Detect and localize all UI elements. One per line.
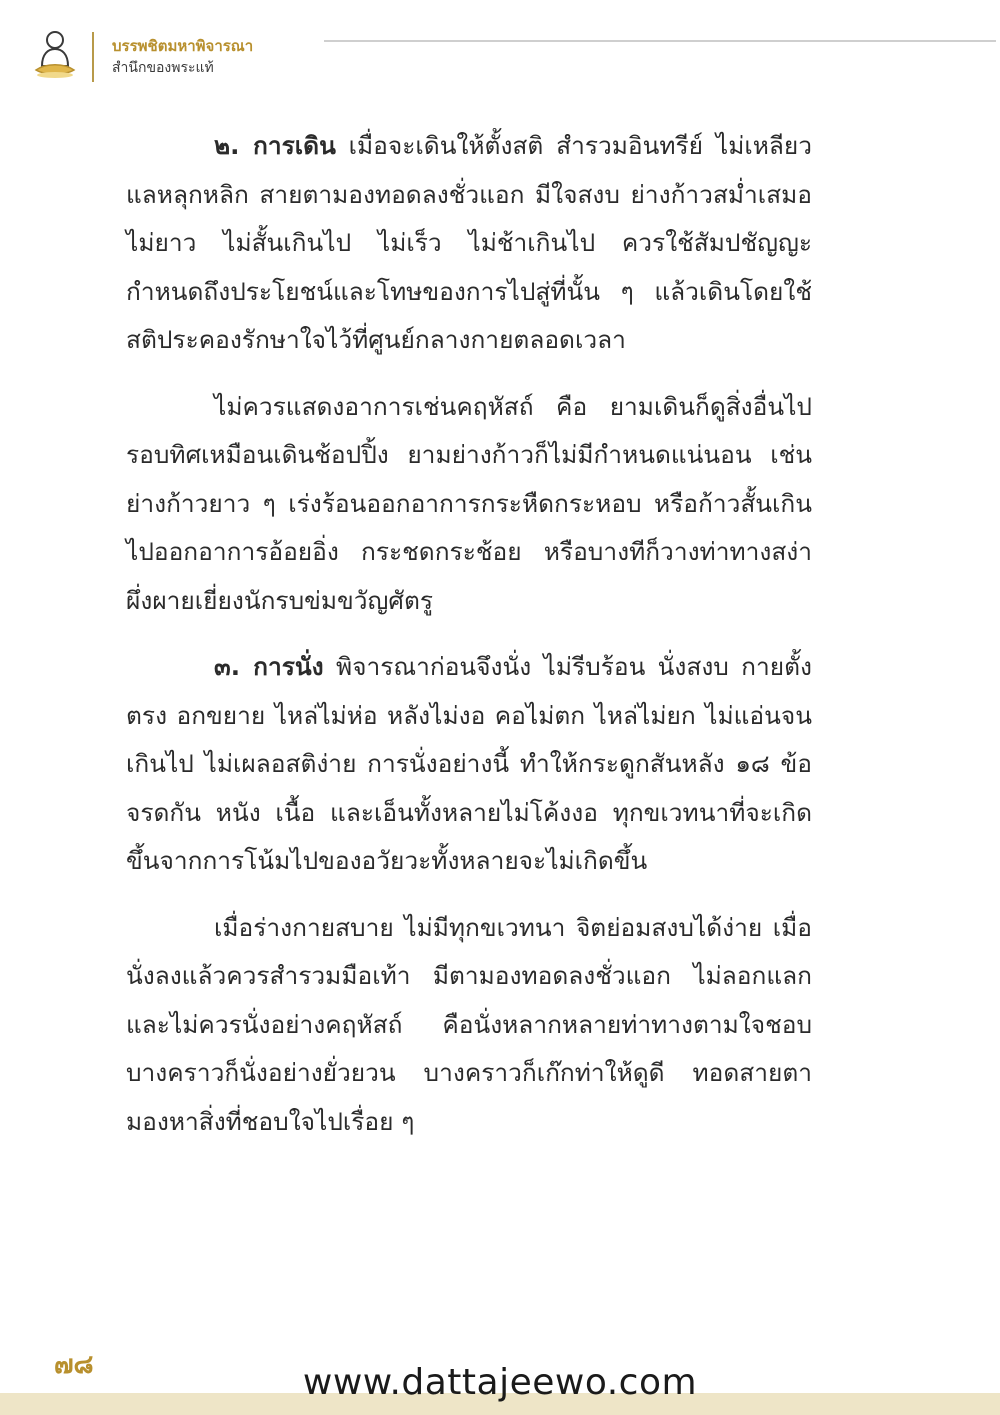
paragraph-text: เมื่อจะเดินให้ตั้งสติ สำรวมอินทรีย์ ไม่เหลียวแลหลุกหลิก สายตามองทอดลงชั่วแอก มีใจสงบ ย่างก้าวสม่ำเสมอ ไม่ยาว ไม่สั้นเกินไป ไม่เร็ว ไม่ช้าเกินไป ควรใช้สัมปชัญญะกำหนดถึงประโยชน์และโทษของการไปสู่ที่นั้น ๆ แล้วเดินโดยใช้สติประคองรักษาใจไว้ที่ศูนย์กลางกายตลอดเวลา (126, 131, 812, 354)
section-heading-walking: ๒. การเดิน (214, 131, 336, 160)
section-heading-sitting: ๓. การนั่ง (214, 652, 324, 681)
website-watermark: www.dattajeewo.com (302, 1362, 698, 1403)
paragraph-text: เมื่อร่างกายสบาย ไม่มีทุกขเวทนา จิตย่อมสงบได้ง่าย เมื่อนั่งลงแล้วควรสำรวมมือเท้า มีตามองทอดลงชั่วแอก ไม่ลอกแลกและไม่ควรนั่งอย่างคฤหัสถ์ คือนั่งหลากหลายท่าทางตามใจชอบ บางคราวก็นั่งอย่างยั่วยวน บางคราวก็เก๊กท่าให้ดูดี ทอดสายตามองหาสิ่งที่ชอบใจไปเรื่อย ๆ (126, 912, 812, 1136)
book-title: บรรพชิตมหาพิจารณา (112, 37, 254, 55)
header-divider (92, 32, 94, 82)
paragraph-walking (126, 122, 812, 365)
paragraph-text: ไม่ควรแสดงอาการเช่นคฤหัสถ์ คือ ยามเดินก็ดูสิ่งอื่นไปรอบทิศเหมือนเดินช้อปปิ้ง ยามย่างก้าวก็ไม่มีกำหนดแน่นอน เช่น ย่างก้าวยาว ๆ เร่งร้อนออกอาการกระหืดกระหอบ หรือก้าวสั้นเกินไปออกอาการอ้อยอิ่ง กระชดกระช้อย หรือบางทีก็วางท่าทางสง่าผึ่งผายเยี่ยงนักรบข่มขวัญศัตรู (126, 391, 812, 615)
paragraph-sitting (126, 643, 812, 886)
body-text (126, 122, 812, 1164)
chapter-subtitle: สำนึกของพระแท้ (112, 60, 214, 76)
page-header (28, 26, 1000, 86)
meditating-monk-icon (32, 28, 78, 80)
paragraph-text: พิจารณาก่อนจึงนั่ง ไม่รีบร้อน นั่งสงบ กายตั้งตรง อกขยาย ไหล่ไม่ห่อ หลังไม่งอ คอไม่ตก ไหล่ไม่ยก ไม่แอ่นจนเกินไป ไม่เผลอสติง่าย การนั่งอย่างนี้ ทำให้กระดูกสันหลัง ๑๘ ข้อจรดกัน หนัง เนื้อ และเอ็นทั้งหลายไม่โค้งงอ ทุกขเวทนาที่จะเกิดขึ้นจากการโน้มไปของอวัยวะทั้งหลายจะไม่เกิดขึ้น (126, 652, 812, 875)
page-number: ๗๘ (54, 1350, 94, 1380)
paragraph-sitting-conduct (126, 904, 812, 1147)
header-rule (324, 40, 996, 42)
paragraph-walking-conduct (126, 383, 812, 626)
